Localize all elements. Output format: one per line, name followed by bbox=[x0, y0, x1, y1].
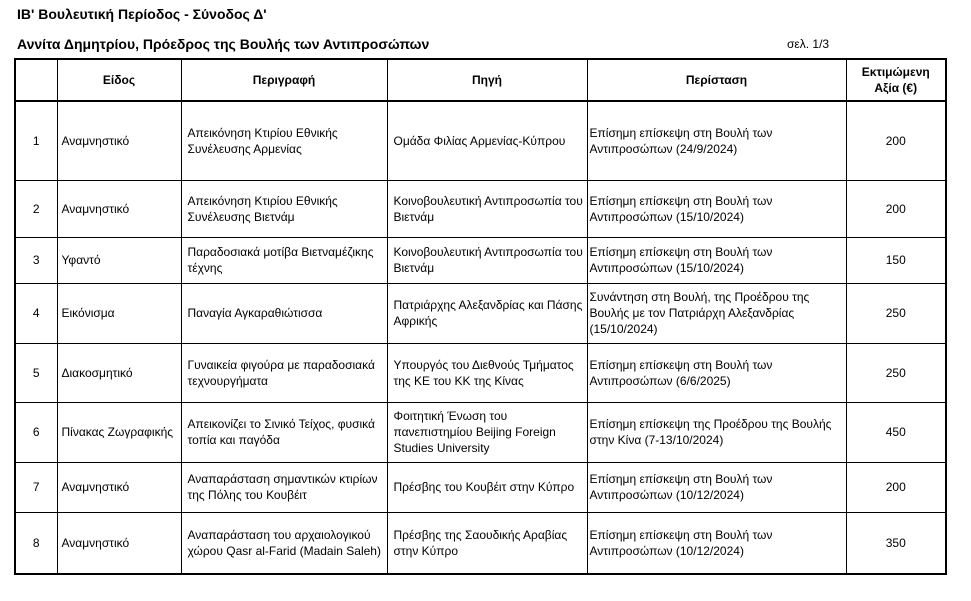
cell-item: Πίνακας Ζωγραφικής bbox=[57, 402, 181, 462]
table-header-row bbox=[15, 59, 946, 101]
table-row bbox=[15, 237, 946, 283]
cell-description: Απεικόνηση Κτιρίου Εθνικής Συνέλευσης Αρμενίας bbox=[181, 101, 387, 180]
cell-occasion: Επίσημη επίσκεψη στη Βουλή των Αντιπροσώπων (10/12/2024) bbox=[587, 462, 846, 512]
cell-occasion: Επίσημη επίσκεψη στη Βουλή των Αντιπροσώπων (15/10/2024) bbox=[587, 180, 846, 237]
table-row bbox=[15, 343, 946, 402]
cell-description: Απεικόνηση Κτιρίου Εθνικής Συνέλευσης Βιετνάμ bbox=[181, 180, 387, 237]
table-row bbox=[15, 402, 946, 462]
column-header-source: Πηγή bbox=[387, 59, 587, 101]
cell-num: 1 bbox=[15, 101, 57, 180]
cell-source: Πρέσβης της Σαουδικής Αραβίας στην Κύπρο bbox=[387, 512, 587, 574]
gifts-table bbox=[14, 58, 947, 575]
cell-occasion: Επίσημη επίσκεψη στη Βουλή των Αντιπροσώπων (6/6/2025) bbox=[587, 343, 846, 402]
cell-item: Υφαντό bbox=[57, 237, 181, 283]
cell-occasion: Επίσημη επίσκεψη στη Βουλή των Αντιπροσώπων (10/12/2024) bbox=[587, 512, 846, 574]
table-row bbox=[15, 283, 946, 343]
cell-num: 8 bbox=[15, 512, 57, 574]
cell-value: 150 bbox=[846, 237, 946, 283]
cell-item: Αναμνηστικό bbox=[57, 512, 181, 574]
column-header-occasion: Περίσταση bbox=[587, 59, 846, 101]
document-subtitle: Αννίτα Δημητρίου, Πρόεδρος της Βουλής των Αντιπροσώπων bbox=[17, 36, 430, 52]
cell-item: Αναμνηστικό bbox=[57, 101, 181, 180]
table-row bbox=[15, 462, 946, 512]
column-header-description: Περιγραφή bbox=[181, 59, 387, 101]
column-header-item: Είδος bbox=[57, 59, 181, 101]
table-row bbox=[15, 180, 946, 237]
cell-item: Διακοσμητικό bbox=[57, 343, 181, 402]
page-number: σελ. 1/3 bbox=[787, 37, 830, 51]
cell-value: 250 bbox=[846, 343, 946, 402]
table-row bbox=[15, 101, 946, 180]
cell-source: Κοινοβουλευτική Αντιπροσωπία του Βιετνάμ bbox=[387, 237, 587, 283]
cell-item: Αναμνηστικό bbox=[57, 180, 181, 237]
cell-value: 200 bbox=[846, 180, 946, 237]
cell-num: 6 bbox=[15, 402, 57, 462]
cell-source: Φοιτητική Ένωση του πανεπιστημίου Beijing Foreign Studies University bbox=[387, 402, 587, 462]
cell-source: Πατριάρχης Αλεξανδρίας και Πάσης Αφρικής bbox=[387, 283, 587, 343]
cell-source: Κοινοβουλευτική Αντιπροσωπία του Βιετνάμ bbox=[387, 180, 587, 237]
column-header-num bbox=[15, 59, 57, 101]
cell-occasion: Συνάντηση στη Βουλή, της Προέδρου της Βουλής με τον Πατριάρχη Αλεξανδρίας (15/10/2024) bbox=[587, 283, 846, 343]
cell-description: Παραδοσιακά μοτίβα Βιετναμέζικης τέχνης bbox=[181, 237, 387, 283]
table-row bbox=[15, 512, 946, 574]
cell-value: 450 bbox=[846, 402, 946, 462]
cell-source: Ομάδα Φιλίας Αρμενίας-Κύπρου bbox=[387, 101, 587, 180]
cell-num: 4 bbox=[15, 283, 57, 343]
cell-value: 200 bbox=[846, 101, 946, 180]
cell-source: Υπουργός του Διεθνούς Τμήματος της ΚΕ του ΚΚ της Κίνας bbox=[387, 343, 587, 402]
document-title: ΙΒ' Βουλευτική Περίοδος - Σύνοδος Δ' bbox=[17, 6, 267, 22]
cell-description: Αναπαράσταση σημαντικών κτιρίων της Πόλης του Κουβέιτ bbox=[181, 462, 387, 512]
cell-value: 350 bbox=[846, 512, 946, 574]
cell-item: Εικόνισμα bbox=[57, 283, 181, 343]
cell-description: Παναγία Αγκαραθιώτισσα bbox=[181, 283, 387, 343]
cell-description: Απεικονίζει το Σινικό Τείχος, φυσικά τοπία και παγόδα bbox=[181, 402, 387, 462]
cell-value: 250 bbox=[846, 283, 946, 343]
cell-source: Πρέσβης του Κουβέιτ στην Κύπρο bbox=[387, 462, 587, 512]
cell-num: 3 bbox=[15, 237, 57, 283]
cell-item: Αναμνηστικό bbox=[57, 462, 181, 512]
cell-description: Γυναικεία φιγούρα με παραδοσιακά τεχνουργήματα bbox=[181, 343, 387, 402]
cell-occasion: Επίσημη επίσκεψη στη Βουλή των Αντιπροσώπων (15/10/2024) bbox=[587, 237, 846, 283]
cell-occasion: Επίσημη επίσκεψη της Προέδρου της Βουλής στην Κίνα (7-13/10/2024) bbox=[587, 402, 846, 462]
cell-num: 5 bbox=[15, 343, 57, 402]
column-header-value: Εκτιμώμενη Αξία (€) bbox=[846, 59, 946, 101]
cell-value: 200 bbox=[846, 462, 946, 512]
cell-num: 7 bbox=[15, 462, 57, 512]
cell-occasion: Επίσημη επίσκεψη στη Βουλή των Αντιπροσώπων (24/9/2024) bbox=[587, 101, 846, 180]
cell-num: 2 bbox=[15, 180, 57, 237]
cell-description: Αναπαράσταση του αρχαιολογικού χώρου Qasr al-Farid (Madain Saleh) bbox=[181, 512, 387, 574]
